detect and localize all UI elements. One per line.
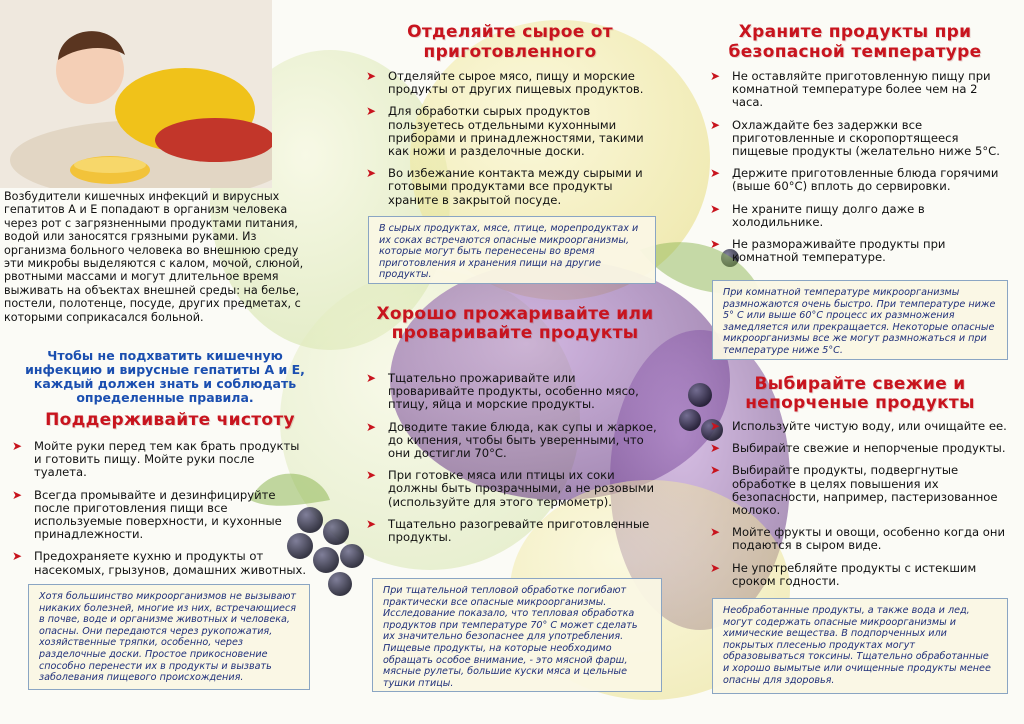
- temperature-list: [706, 70, 1010, 273]
- info-box-unprocessed: Необработанные продукты, а также вода и лед, могут содержать опасные микроорганизмы и химические вещества. В подпорченных или покрытых плесенью продуктах могут образовываться токсины. Тщательно обработанные и хорошо вымытые или очищенные продукты менее опасны для здоровья.: [712, 598, 1008, 694]
- list-item: ➤ Не храните пищу долго даже в холодильнике.: [710, 201, 925, 229]
- list-item: ➤ Не размораживайте продукты при комнатной температуре.: [710, 237, 946, 265]
- list-item: ➤ Тщательно разогревайте приготовленные продукты.: [366, 516, 650, 545]
- arrow-icon: ➤: [710, 237, 721, 252]
- list-item: ➤ Отделяйте сырое мясо, пищу и морские продукты от других пищевых продуктов.: [366, 69, 644, 97]
- heading-cook-well: Хорошо прожаривайте или проваривайте продукты: [376, 304, 654, 343]
- list-item: ➤ Мойте руки перед тем как брать продукты и готовить пищу. Мойте руки после туалета.: [12, 439, 300, 480]
- heading-fresh-products: Выбирайте свежие и непорченые продукты: [745, 374, 975, 413]
- child-photo: [0, 0, 272, 188]
- intro-paragraph: Возбудители кишечных инфекций и вирусных гепатитов А и Е попадают в организм человека через рот с загрязненными продуктами питания, водой или заносятся грязными руками. Из организма больного человека во внешнюю среду эти микробы выделяются с калом, мочой, слюной, рвотными массами и могут длительное время выживать на объектах внешней среды: на белье, постели, полотенце, посуде, других предметах, с которыми соприкасался больной.: [4, 190, 304, 324]
- list-item: ➤ Тщательно прожаривайте или проваривайте продукты, особенно мясо, птицу, яйца и морские продукты.: [366, 371, 639, 412]
- arrow-icon: ➤: [12, 439, 23, 453]
- arrow-icon: ➤: [710, 419, 721, 433]
- arrow-icon: ➤: [710, 560, 721, 575]
- fresh-list: [706, 420, 1010, 597]
- list-item: ➤ Мойте фрукты и овощи, особенно когда они подаются в сыром виде.: [710, 525, 1005, 553]
- list-item: ➤ Доводите такие блюда, как супы и жаркое, до кипения, чтобы быть уверенными, что они достигли 70°С.: [366, 419, 657, 461]
- heading-temperature: Храните продукты при безопасной температуре: [728, 22, 982, 62]
- list-item: ➤ Используйте чистую воду, или очищайте ее.: [710, 419, 1007, 433]
- list-item: ➤ Для обработки сырых продуктов пользуетесь отдельными кухонными приборами и принадлежностями, такими как ножи и разделочные доски.: [366, 104, 644, 159]
- arrow-icon: ➤: [12, 487, 23, 502]
- arrow-icon: ➤: [710, 117, 721, 132]
- arrow-icon: ➤: [366, 69, 377, 83]
- info-box-room-temperature: При комнатной температуре микроорганизмы размножаются очень быстро. При температуре ниже 5° С или выше 60°С процесс их размножения замедляется или прекращается. Некоторые опасные микроорганизмы все же могут размножаться и при температуре ниже 5°С.: [712, 280, 1008, 360]
- arrow-icon: ➤: [366, 419, 377, 434]
- arrow-icon: ➤: [366, 166, 377, 181]
- heading-separate: Отделяйте сырое от приготовленного: [407, 22, 613, 62]
- child-illustration: [0, 0, 272, 188]
- list-item: ➤ Охлаждайте без задержки все приготовленные и скоропортящееся пищевые продукты (желательно ниже 5°С.: [710, 117, 1000, 159]
- separate-list: [362, 70, 662, 216]
- list-item: ➤ Во избежание контакта между сырыми и готовыми продуктами все продукты храните в закрытой посуде.: [366, 166, 643, 207]
- arrow-icon: ➤: [366, 516, 377, 531]
- list-item: ➤ Не употребляйте продукты с истекшим сроком годности.: [710, 560, 977, 588]
- arrow-icon: ➤: [710, 201, 721, 216]
- arrow-icon: ➤: [710, 69, 721, 83]
- arrow-icon: ➤: [366, 468, 377, 483]
- arrow-icon: ➤: [710, 441, 721, 456]
- arrow-icon: ➤: [710, 525, 721, 540]
- arrow-icon: ➤: [366, 371, 377, 385]
- list-item: ➤ При готовке мяса или птицы их соки должны быть прозрачными, а не розовыми (используйте для этого термометр).: [366, 468, 655, 509]
- arrow-icon: ➤: [710, 463, 721, 478]
- info-box-microorganisms: Хотя большинство микроорганизмов не вызывают никаких болезней, многие из них, встречающиеся в почве, воде и организме животных и человека, опасны. Они передаются через рукопожатия, хозяйственные тряпки, особенно, через разделочные доски. Простое прикосновение способно перенести их в продукты и вызвать заболевания пищевого происхождения.: [28, 584, 310, 690]
- list-item: ➤ Держите приготовленные блюда горячими (выше 60°С) вплоть до сервировки.: [710, 166, 999, 194]
- list-item: ➤ Всегда промывайте и дезинфицируйте после приготовления пищи все используемые поверхности, и кухонные принадлежности.: [12, 487, 282, 542]
- cook-list: [362, 372, 662, 553]
- list-item: ➤ Не оставляйте приготовленную пищу при комнатной температуре более чем на 2 часа.: [710, 69, 991, 110]
- info-box-heat-treatment: При тщательной тепловой обработке погибают практически все опасные микроорганизмы. Исследование показало, что тепловая обработка продуктов при температуре 70° С может сделать их значительно безопаснее для употребления. Пищевые продукты, на которые необходимо обращать особое внимание, - это мясной фарш, мясные рулеты, большие куски мяса и цельные тушки птицы.: [372, 578, 662, 692]
- list-item: ➤ Выбирайте продукты, подвергнутые обработке в целях повышения их безопасности, например, пастеризованное молоко.: [710, 463, 998, 518]
- rules-note: Чтобы не подхватить кишечную инфекцию и вирусные гепатиты А и Е, каждый должен знать и соблюдать определенные правила.: [25, 348, 305, 405]
- cleanliness-list: [8, 440, 308, 586]
- list-item: ➤ Предохраняете кухню и продукты от насекомых, грызунов, домашних животных.: [12, 549, 307, 577]
- arrow-icon: ➤: [12, 549, 23, 564]
- arrow-icon: ➤: [366, 104, 377, 119]
- list-item: ➤ Выбирайте свежие и непорченые продукты.: [710, 441, 1006, 456]
- arrow-icon: ➤: [710, 166, 721, 181]
- info-box-raw-products: В сырых продуктах, мясе, птице, морепродуктах и их соках встречаются опасные микроорганизмы, которые могут быть перенесены во время приготовления и хранения пищи на другие продукты.: [368, 216, 656, 284]
- heading-cleanliness: Поддерживайте чистоту: [45, 410, 295, 430]
